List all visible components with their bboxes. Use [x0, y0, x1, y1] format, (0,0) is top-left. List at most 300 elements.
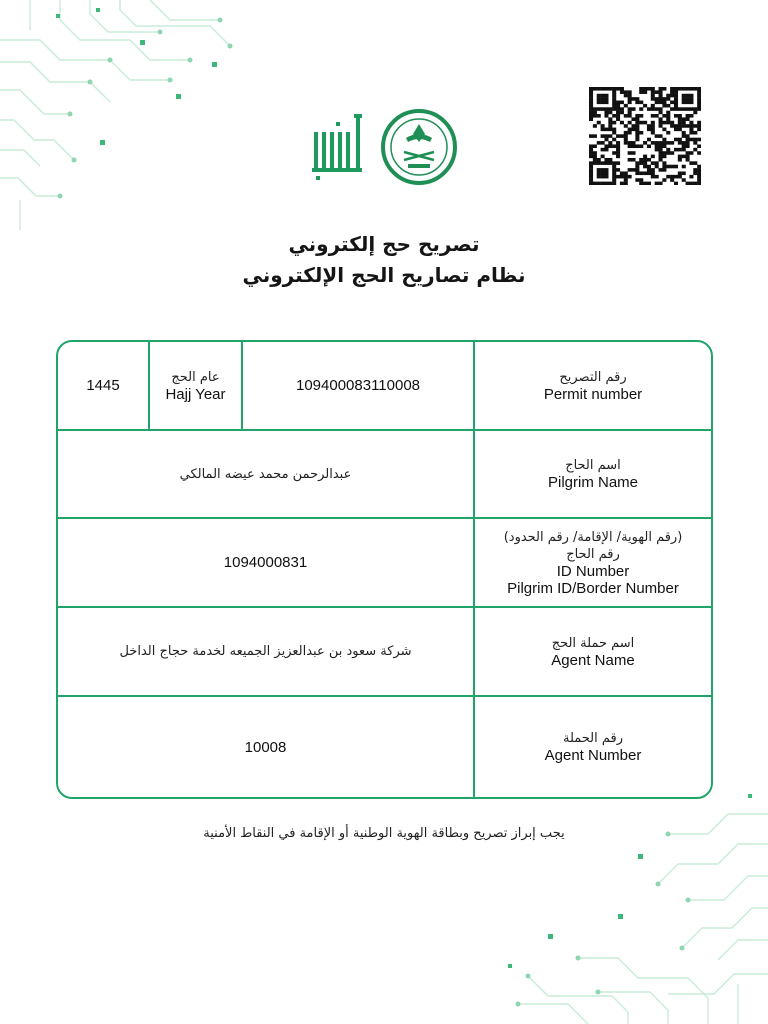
- qr-module: [604, 148, 608, 152]
- qr-module: [620, 107, 624, 111]
- qr-module: [604, 161, 608, 165]
- qr-module: [593, 114, 597, 118]
- id-number-label-ar-1: (رقم الهوية/ الإقامة/ رقم الحدود): [503, 529, 683, 545]
- qr-module: [639, 182, 643, 185]
- qr-module: [604, 111, 608, 115]
- qr-module: [647, 165, 651, 169]
- qr-module: [635, 114, 639, 118]
- qr-module: [697, 165, 701, 169]
- agent-name-label-ar: اسم حملة الحج: [551, 635, 635, 651]
- qr-module: [612, 94, 616, 98]
- qr-module: [589, 107, 593, 111]
- qr-module: [624, 94, 628, 98]
- qr-module: [628, 111, 632, 115]
- qr-module: [628, 90, 632, 94]
- qr-module: [647, 182, 651, 185]
- qr-module: [678, 155, 682, 159]
- qr-module: [597, 121, 601, 125]
- qr-module: [612, 161, 616, 165]
- qr-module: [662, 141, 666, 145]
- qr-module: [682, 171, 686, 175]
- qr-module: [666, 175, 670, 179]
- qr-module: [689, 97, 693, 101]
- qr-module: [682, 134, 686, 138]
- qr-module: [589, 104, 593, 108]
- qr-module: [624, 178, 628, 182]
- qr-module: [662, 138, 666, 142]
- qr-module: [601, 175, 605, 179]
- pilgrim-name-label-ar: اسم الحاج: [565, 458, 621, 473]
- qr-module: [693, 168, 697, 172]
- qr-module: [601, 161, 605, 165]
- qr-module: [597, 158, 601, 162]
- qr-module: [655, 107, 659, 111]
- qr-module: [628, 121, 632, 125]
- permit-number-value: 10940008311000‪8‬: [295, 377, 421, 394]
- qr-module: [597, 97, 601, 101]
- qr-module: [682, 117, 686, 121]
- qr-module: [601, 128, 605, 132]
- qr-module: [589, 175, 593, 179]
- qr-module: [589, 171, 593, 175]
- qr-module: [589, 94, 593, 98]
- qr-module: [662, 121, 666, 125]
- qr-module: [697, 87, 701, 91]
- qr-module: [593, 87, 597, 91]
- qr-module: [662, 128, 666, 132]
- qr-module: [608, 158, 612, 162]
- qr-module: [624, 114, 628, 118]
- qr-module: [612, 87, 616, 91]
- qr-module: [659, 101, 663, 105]
- qr-module: [601, 124, 605, 128]
- qr-module: [651, 114, 655, 118]
- qr-module: [608, 161, 612, 165]
- qr-module: [620, 175, 624, 179]
- agent-number-value: 10008: [244, 738, 287, 756]
- qr-module: [682, 124, 686, 128]
- qr-module: [608, 117, 612, 121]
- qr-module: [624, 138, 628, 142]
- qr-module: [616, 151, 620, 155]
- qr-module: [697, 168, 701, 172]
- qr-module: [678, 117, 682, 121]
- qr-module: [697, 101, 701, 105]
- qr-module: [593, 155, 597, 159]
- qr-module: [682, 165, 686, 169]
- qr-module: [666, 148, 670, 152]
- qr-module: [612, 90, 616, 94]
- qr-module: [612, 175, 616, 179]
- qr-module: [601, 134, 605, 138]
- qr-module: [628, 131, 632, 135]
- qr-module: [678, 138, 682, 142]
- qr-module: [655, 161, 659, 165]
- qr-module: [655, 165, 659, 169]
- qr-module: [620, 90, 624, 94]
- qr-module: [659, 182, 663, 185]
- qr-module: [647, 144, 651, 148]
- qr-module: [666, 94, 670, 98]
- qr-module: [689, 121, 693, 125]
- qr-module: [628, 151, 632, 155]
- qr-module: [678, 124, 682, 128]
- qr-module: [686, 97, 690, 101]
- qr-module: [643, 161, 647, 165]
- qr-module: [689, 161, 693, 165]
- qr-module: [643, 182, 647, 185]
- qr-module: [682, 148, 686, 152]
- permit-details-table: [56, 340, 713, 799]
- qr-module: [651, 94, 655, 98]
- qr-module: [612, 165, 616, 169]
- qr-module: [604, 134, 608, 138]
- qr-module: [697, 90, 701, 94]
- id-number-label-en-1: ID Number: [556, 562, 630, 580]
- qr-module: [635, 165, 639, 169]
- qr-module: [628, 175, 632, 179]
- qr-module: [639, 171, 643, 175]
- qr-module: [647, 124, 651, 128]
- qr-module: [620, 182, 624, 185]
- qr-module: [608, 144, 612, 148]
- qr-module: [651, 128, 655, 132]
- qr-module: [631, 158, 635, 162]
- qr-module: [624, 104, 628, 108]
- qr-module: [693, 138, 697, 142]
- qr-module: [639, 107, 643, 111]
- qr-module: [635, 168, 639, 172]
- qr-module: [612, 97, 616, 101]
- qr-module: [655, 101, 659, 105]
- qr-module: [662, 155, 666, 159]
- qr-module: [651, 131, 655, 135]
- security-checkpoint-note: يجب إبراز تصريح وبطاقة الهوية الوطنية أو الإقامة في النقاط الأمنية: [203, 826, 565, 841]
- qr-module: [670, 141, 674, 145]
- qr-module: [597, 94, 601, 98]
- qr-module: [612, 168, 616, 172]
- qr-module: [647, 168, 651, 172]
- qr-module: [651, 121, 655, 125]
- qr-module: [601, 168, 605, 172]
- qr-module: [631, 97, 635, 101]
- qr-module: [651, 161, 655, 165]
- qr-module: [589, 178, 593, 182]
- qr-module: [601, 107, 605, 111]
- qr-module: [624, 141, 628, 145]
- qr-module: [597, 171, 601, 175]
- qr-module: [662, 87, 666, 91]
- pilgrim-name-label-en: Pilgrim Name: [547, 474, 638, 491]
- qr-module: [631, 168, 635, 172]
- qr-module: [604, 144, 608, 148]
- qr-module: [635, 121, 639, 125]
- system-title: نظام تصاريح الحج الإلكتروني: [242, 263, 526, 287]
- qr-module: [666, 97, 670, 101]
- agent-number-value-cell: [58, 697, 473, 797]
- qr-module: [589, 87, 593, 91]
- qr-module: [693, 182, 697, 185]
- qr-module: [693, 87, 697, 91]
- qr-module: [659, 117, 663, 121]
- qr-module: [601, 141, 605, 145]
- qr-module: [655, 148, 659, 152]
- qr-module: [604, 138, 608, 142]
- qr-module: [601, 87, 605, 91]
- hajj-year-label-ar: عام الحج: [171, 369, 220, 385]
- qr-module: [655, 144, 659, 148]
- qr-module: [608, 87, 612, 91]
- qr-module: [666, 111, 670, 115]
- qr-module: [601, 171, 605, 175]
- agent-number-label-en: Agent Number: [544, 747, 642, 764]
- qr-module: [693, 107, 697, 111]
- qr-code: [589, 87, 701, 185]
- qr-module: [635, 134, 639, 138]
- qr-module: [670, 151, 674, 155]
- qr-module: [651, 97, 655, 101]
- qr-module: [612, 104, 616, 108]
- qr-module: [628, 94, 632, 98]
- qr-module: [608, 141, 612, 145]
- qr-module: [635, 161, 639, 165]
- qr-module: [593, 182, 597, 185]
- qr-module: [608, 121, 612, 125]
- agent-number-label-ar: رقم الحملة: [562, 731, 624, 746]
- agent-name-label-en: Agent Name: [551, 651, 635, 669]
- qr-module: [628, 141, 632, 145]
- qr-module: [647, 138, 651, 142]
- qr-module: [628, 114, 632, 118]
- qr-module: [597, 168, 601, 172]
- qr-module: [631, 144, 635, 148]
- qr-module: [616, 161, 620, 165]
- qr-module: [670, 175, 674, 179]
- qr-module: [616, 134, 620, 138]
- qr-module: [589, 165, 593, 169]
- qr-module: [624, 131, 628, 135]
- qr-module: [686, 155, 690, 159]
- qr-module: [697, 178, 701, 182]
- qr-module: [608, 124, 612, 128]
- qr-module: [659, 148, 663, 152]
- qr-module: [655, 90, 659, 94]
- qr-module: [620, 87, 624, 91]
- qr-module: [601, 148, 605, 152]
- qr-module: [647, 158, 651, 162]
- qr-module: [631, 128, 635, 132]
- qr-module: [651, 107, 655, 111]
- qr-module: [678, 121, 682, 125]
- qr-module: [620, 121, 624, 125]
- qr-module: [659, 97, 663, 101]
- qr-module: [647, 87, 651, 91]
- qr-module: [628, 144, 632, 148]
- qr-module: [674, 104, 678, 108]
- qr-module: [597, 101, 601, 105]
- qr-module: [647, 107, 651, 111]
- qr-module: [686, 151, 690, 155]
- qr-module: [686, 138, 690, 142]
- qr-module: [635, 97, 639, 101]
- qr-module: [686, 141, 690, 145]
- qr-module: [670, 178, 674, 182]
- qr-module: [697, 121, 701, 125]
- qr-module: [659, 87, 663, 91]
- qr-module: [682, 155, 686, 159]
- qr-module: [635, 117, 639, 121]
- qr-module: [662, 168, 666, 172]
- qr-module: [666, 117, 670, 121]
- qr-module: [635, 178, 639, 182]
- qr-module: [682, 144, 686, 148]
- qr-module: [593, 158, 597, 162]
- qr-module: [601, 182, 605, 185]
- qr-module: [689, 175, 693, 179]
- qr-module: [686, 114, 690, 118]
- pilgrim-name-value: عبدالرحمن محمد عيضه المالكي: [179, 466, 352, 482]
- qr-module: [659, 121, 663, 125]
- qr-module: [674, 97, 678, 101]
- qr-module: [674, 148, 678, 152]
- qr-module: [616, 175, 620, 179]
- qr-module: [631, 141, 635, 145]
- qr-module: [686, 158, 690, 162]
- qr-module: [678, 128, 682, 132]
- circuit-decoration-top-left: [0, 0, 240, 230]
- qr-module: [662, 144, 666, 148]
- qr-module: [612, 178, 616, 182]
- qr-module: [604, 158, 608, 162]
- id-number-label: [475, 519, 711, 606]
- qr-module: [612, 121, 616, 125]
- qr-module: [678, 158, 682, 162]
- qr-module: [693, 131, 697, 135]
- qr-module: [655, 134, 659, 138]
- qr-module: [689, 124, 693, 128]
- qr-module: [639, 90, 643, 94]
- qr-module: [608, 182, 612, 185]
- qr-module: [697, 97, 701, 101]
- qr-module: [639, 114, 643, 118]
- qr-module: [601, 101, 605, 105]
- qr-module: [643, 90, 647, 94]
- qr-module: [631, 117, 635, 121]
- qr-module: [589, 161, 593, 165]
- qr-module: [686, 101, 690, 105]
- qr-module: [651, 171, 655, 175]
- qr-module: [686, 94, 690, 98]
- qr-module: [589, 151, 593, 155]
- qr-module: [604, 182, 608, 185]
- qr-module: [593, 124, 597, 128]
- qr-module: [682, 178, 686, 182]
- qr-module: [662, 178, 666, 182]
- qr-module: [647, 171, 651, 175]
- qr-module: [682, 87, 686, 91]
- qr-module: [643, 155, 647, 159]
- qr-module: [682, 97, 686, 101]
- qr-module: [662, 114, 666, 118]
- qr-module: [693, 111, 697, 115]
- qr-module: [674, 138, 678, 142]
- permit-number-label-ar: رقم التصريح: [559, 369, 627, 385]
- qr-module: [697, 182, 701, 185]
- qr-module: [670, 121, 674, 125]
- qr-module: [693, 171, 697, 175]
- qr-module: [651, 168, 655, 172]
- qr-module: [674, 128, 678, 132]
- qr-module: [689, 114, 693, 118]
- id-number-label-en-2: Pilgrim ID/Border Number: [507, 579, 679, 597]
- qr-module: [689, 101, 693, 105]
- qr-module: [682, 101, 686, 105]
- qr-module: [666, 114, 670, 118]
- qr-module: [697, 144, 701, 148]
- qr-module: [616, 144, 620, 148]
- qr-module: [674, 175, 678, 179]
- qr-module: [601, 94, 605, 98]
- permit-number-label: [475, 342, 711, 429]
- qr-module: [631, 124, 635, 128]
- qr-module: [639, 158, 643, 162]
- qr-module: [655, 175, 659, 179]
- qr-module: [616, 111, 620, 115]
- qr-module: [620, 171, 624, 175]
- qr-module: [670, 94, 674, 98]
- qr-module: [666, 131, 670, 135]
- qr-module: [651, 155, 655, 159]
- qr-module: [616, 104, 620, 108]
- qr-module: [678, 175, 682, 179]
- qr-module: [655, 141, 659, 145]
- qr-module: [686, 124, 690, 128]
- qr-module: [682, 94, 686, 98]
- qr-module: [655, 114, 659, 118]
- qr-module: [624, 171, 628, 175]
- qr-module: [678, 107, 682, 111]
- qr-module: [643, 87, 647, 91]
- qr-module: [651, 124, 655, 128]
- qr-module: [689, 131, 693, 135]
- qr-module: [589, 144, 593, 148]
- qr-module: [639, 101, 643, 105]
- agent-name-value: شركة سعود بن عبدالعزيز الجميعه لخدمة حجاج الداخل: [119, 644, 412, 659]
- qr-module: [689, 138, 693, 142]
- qr-module: [604, 128, 608, 132]
- qr-module: [639, 121, 643, 125]
- permit-number-value-cell: [243, 342, 473, 429]
- qr-module: [589, 97, 593, 101]
- qr-module: [593, 144, 597, 148]
- qr-module: [674, 165, 678, 169]
- qr-module: [674, 90, 678, 94]
- qr-module: [608, 107, 612, 111]
- id-number-value-cell: [58, 519, 473, 606]
- qr-module: [659, 124, 663, 128]
- qr-module: [674, 114, 678, 118]
- qr-module: [620, 111, 624, 115]
- qr-module: [655, 182, 659, 185]
- qr-module: [616, 107, 620, 111]
- qr-module: [604, 114, 608, 118]
- qr-module: [659, 151, 663, 155]
- qr-module: [666, 165, 670, 169]
- qr-module: [635, 128, 639, 132]
- qr-module: [616, 141, 620, 145]
- qr-module: [670, 165, 674, 169]
- qr-module: [655, 97, 659, 101]
